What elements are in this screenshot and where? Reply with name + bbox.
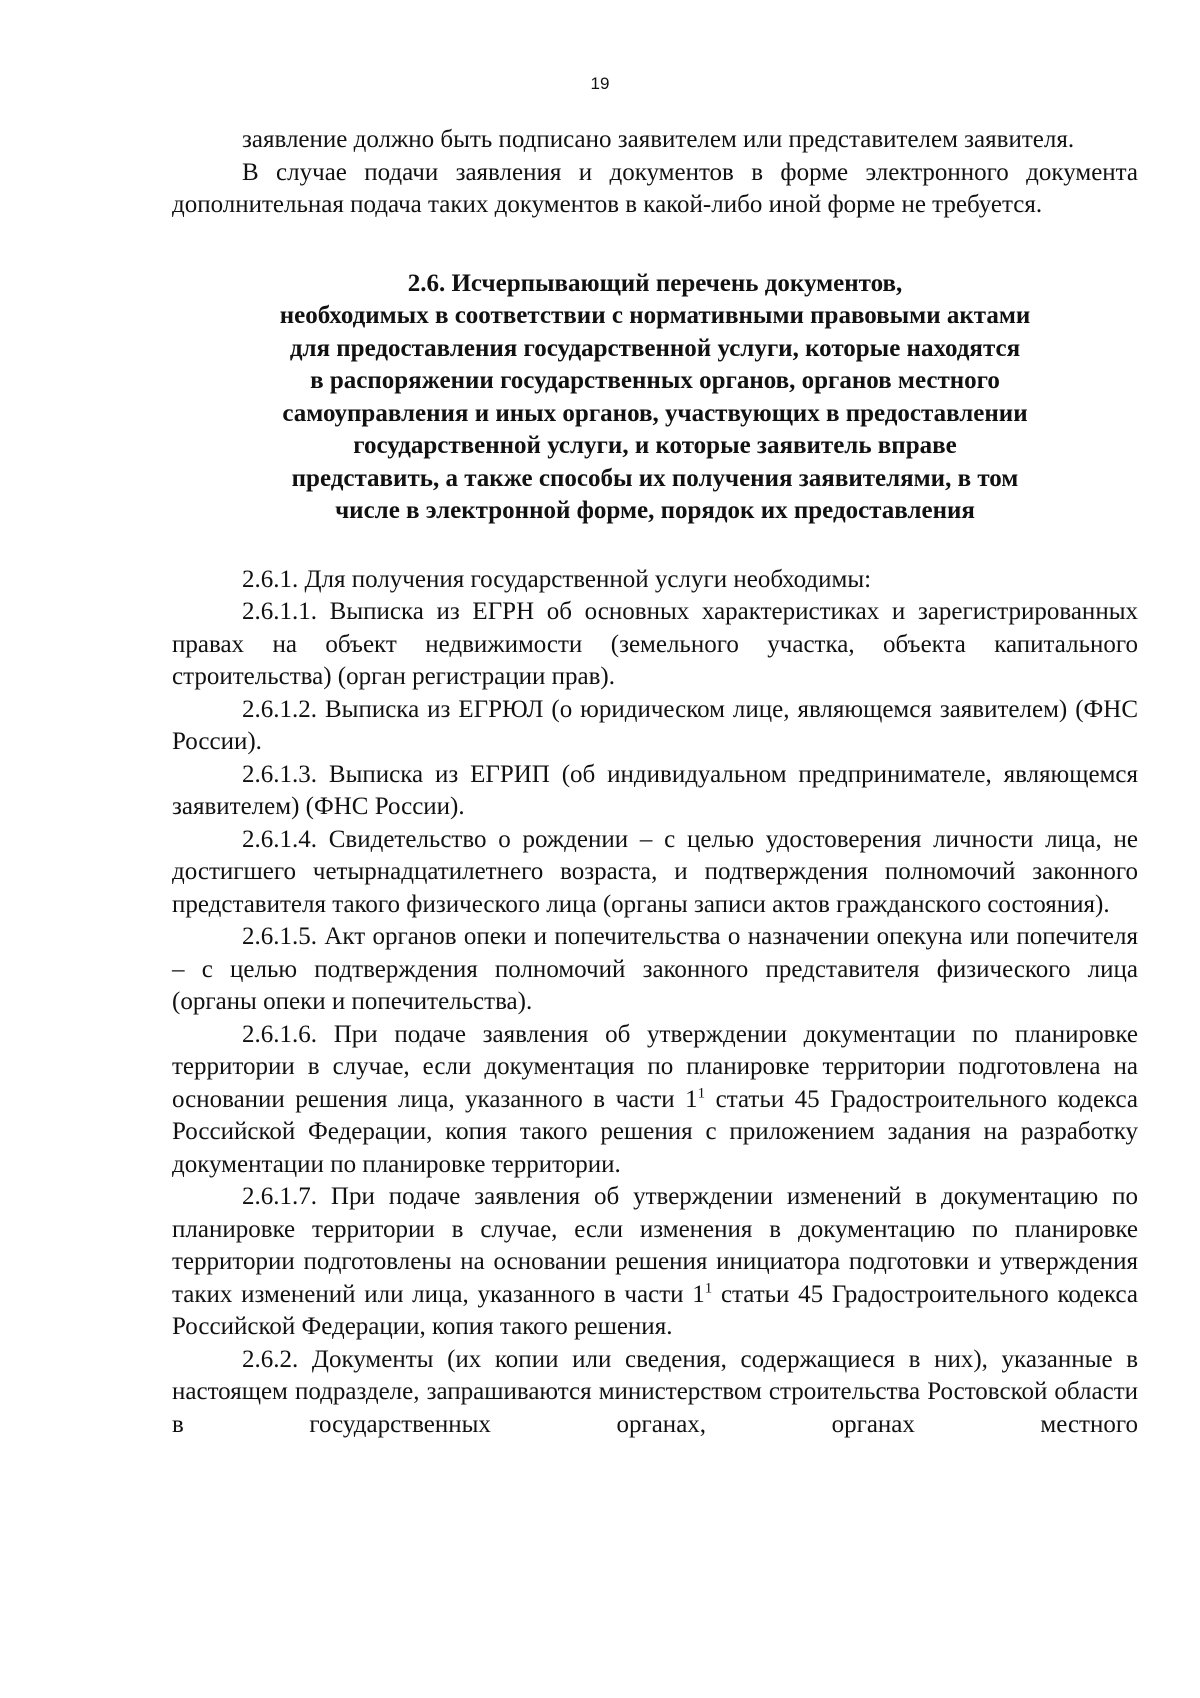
page-number: 19 — [590, 74, 610, 93]
paragraph-2-6-1-2: 2.6.1.2. Выписка из ЕГРЮЛ (о юридическом лице, являющемся заявителем) (ФНС России). — [172, 695, 1138, 755]
section-heading-2-6 — [172, 268, 1138, 528]
superscript: 1 — [697, 1085, 706, 1102]
heading-line: числе в электронной форме, порядок их предоставления — [335, 497, 975, 524]
heading-line: в распоряжении государственных органов, органов местного — [310, 367, 1000, 394]
paragraph-2-6-1-6 — [172, 1019, 1138, 1182]
paragraph-text: 2.6.1.7. При подаче заявления об утверждении изменений в документацию по планировке территории в случае, если изменения в документацию по планировке территории подготовлены на основании решения инициатора подготовки и утверждения таких изменений или лица, указанного в части 1 — [172, 1183, 1138, 1308]
paragraph-2-6-1-3: 2.6.1.3. Выписка из ЕГРИП (об индивидуальном предпринимателе, являющемся заявителем) (ФНС России). — [172, 760, 1138, 820]
paragraph-text: 2.6.1.6. При подаче заявления об утверждении документации по планировке территории в случае, если документация по планировке территории подготовлена на основании решения лица, указанного в части 1 — [172, 1020, 1138, 1113]
paragraph-continuation: заявление должно быть подписано заявителем или представителем заявителя. — [242, 126, 1075, 153]
heading-line: 2.6. Исчерпывающий перечень документов, — [407, 269, 903, 297]
document-body — [172, 124, 1138, 1441]
paragraph-2-6-1-4: 2.6.1.4. Свидетельство о рождении – с целью удостоверения личности лица, не достигшего четырнадцатилетнего возраста, и подтверждения полномочий законного представителя такого физического лица (органы записи актов гражданского состояния). — [172, 825, 1138, 918]
paragraph-2-6-1: 2.6.1. Для получения государственной услуги необходимы: — [242, 565, 872, 593]
paragraph-2-6-1-1: 2.6.1.1. Выписка из ЕГРН об основных характеристиках и зарегистрированных правах на объект недвижимости (земельного участка, объекта капитального строительства) (орган регистрации прав). — [172, 598, 1138, 690]
paragraph-2-6-1-7 — [172, 1181, 1138, 1344]
paragraph-electronic-submission: В случае подачи заявления и документов в форме электронного документа дополнительная подача таких документов в какой-либо иной форме не требуется. — [172, 158, 1138, 218]
superscript: 1 — [704, 1280, 713, 1297]
heading-line: необходимых в соответствии с нормативными правовыми актами — [279, 302, 1031, 329]
heading-line: самоуправления и иных органов, участвующих в предоставлении — [282, 399, 1028, 427]
paragraph-2-6-1-5: 2.6.1.5. Акт органов опеки и попечительства о назначении опекуна или попечителя – с целью подтверждения полномочий законного представителя физического лица (органы опеки и попечительства). — [172, 923, 1138, 1015]
heading-line: для предоставления государственной услуги, которые находятся — [289, 334, 1021, 362]
heading-line: государственной услуги, и которые заявитель вправе — [353, 432, 957, 459]
heading-line: представить, а также способы их получения заявителями, в том — [291, 464, 1019, 492]
paragraph-text: статьи 45 Градостроительного кодекса Российской Федерации, копия такого решения с приложением задания на разработку документации по планировке территории. — [172, 1085, 1139, 1178]
paragraph-text: статьи 45 Градостроительного кодекса Российской Федерации, копия такого решения. — [172, 1280, 1138, 1340]
paragraph-2-6-2: 2.6.2. Документы (их копии или сведения, содержащиеся в них), указанные в настоящем подразделе, запрашиваются министерством строительства Ростовской области в государственных органах, органах местного — [172, 1345, 1138, 1438]
